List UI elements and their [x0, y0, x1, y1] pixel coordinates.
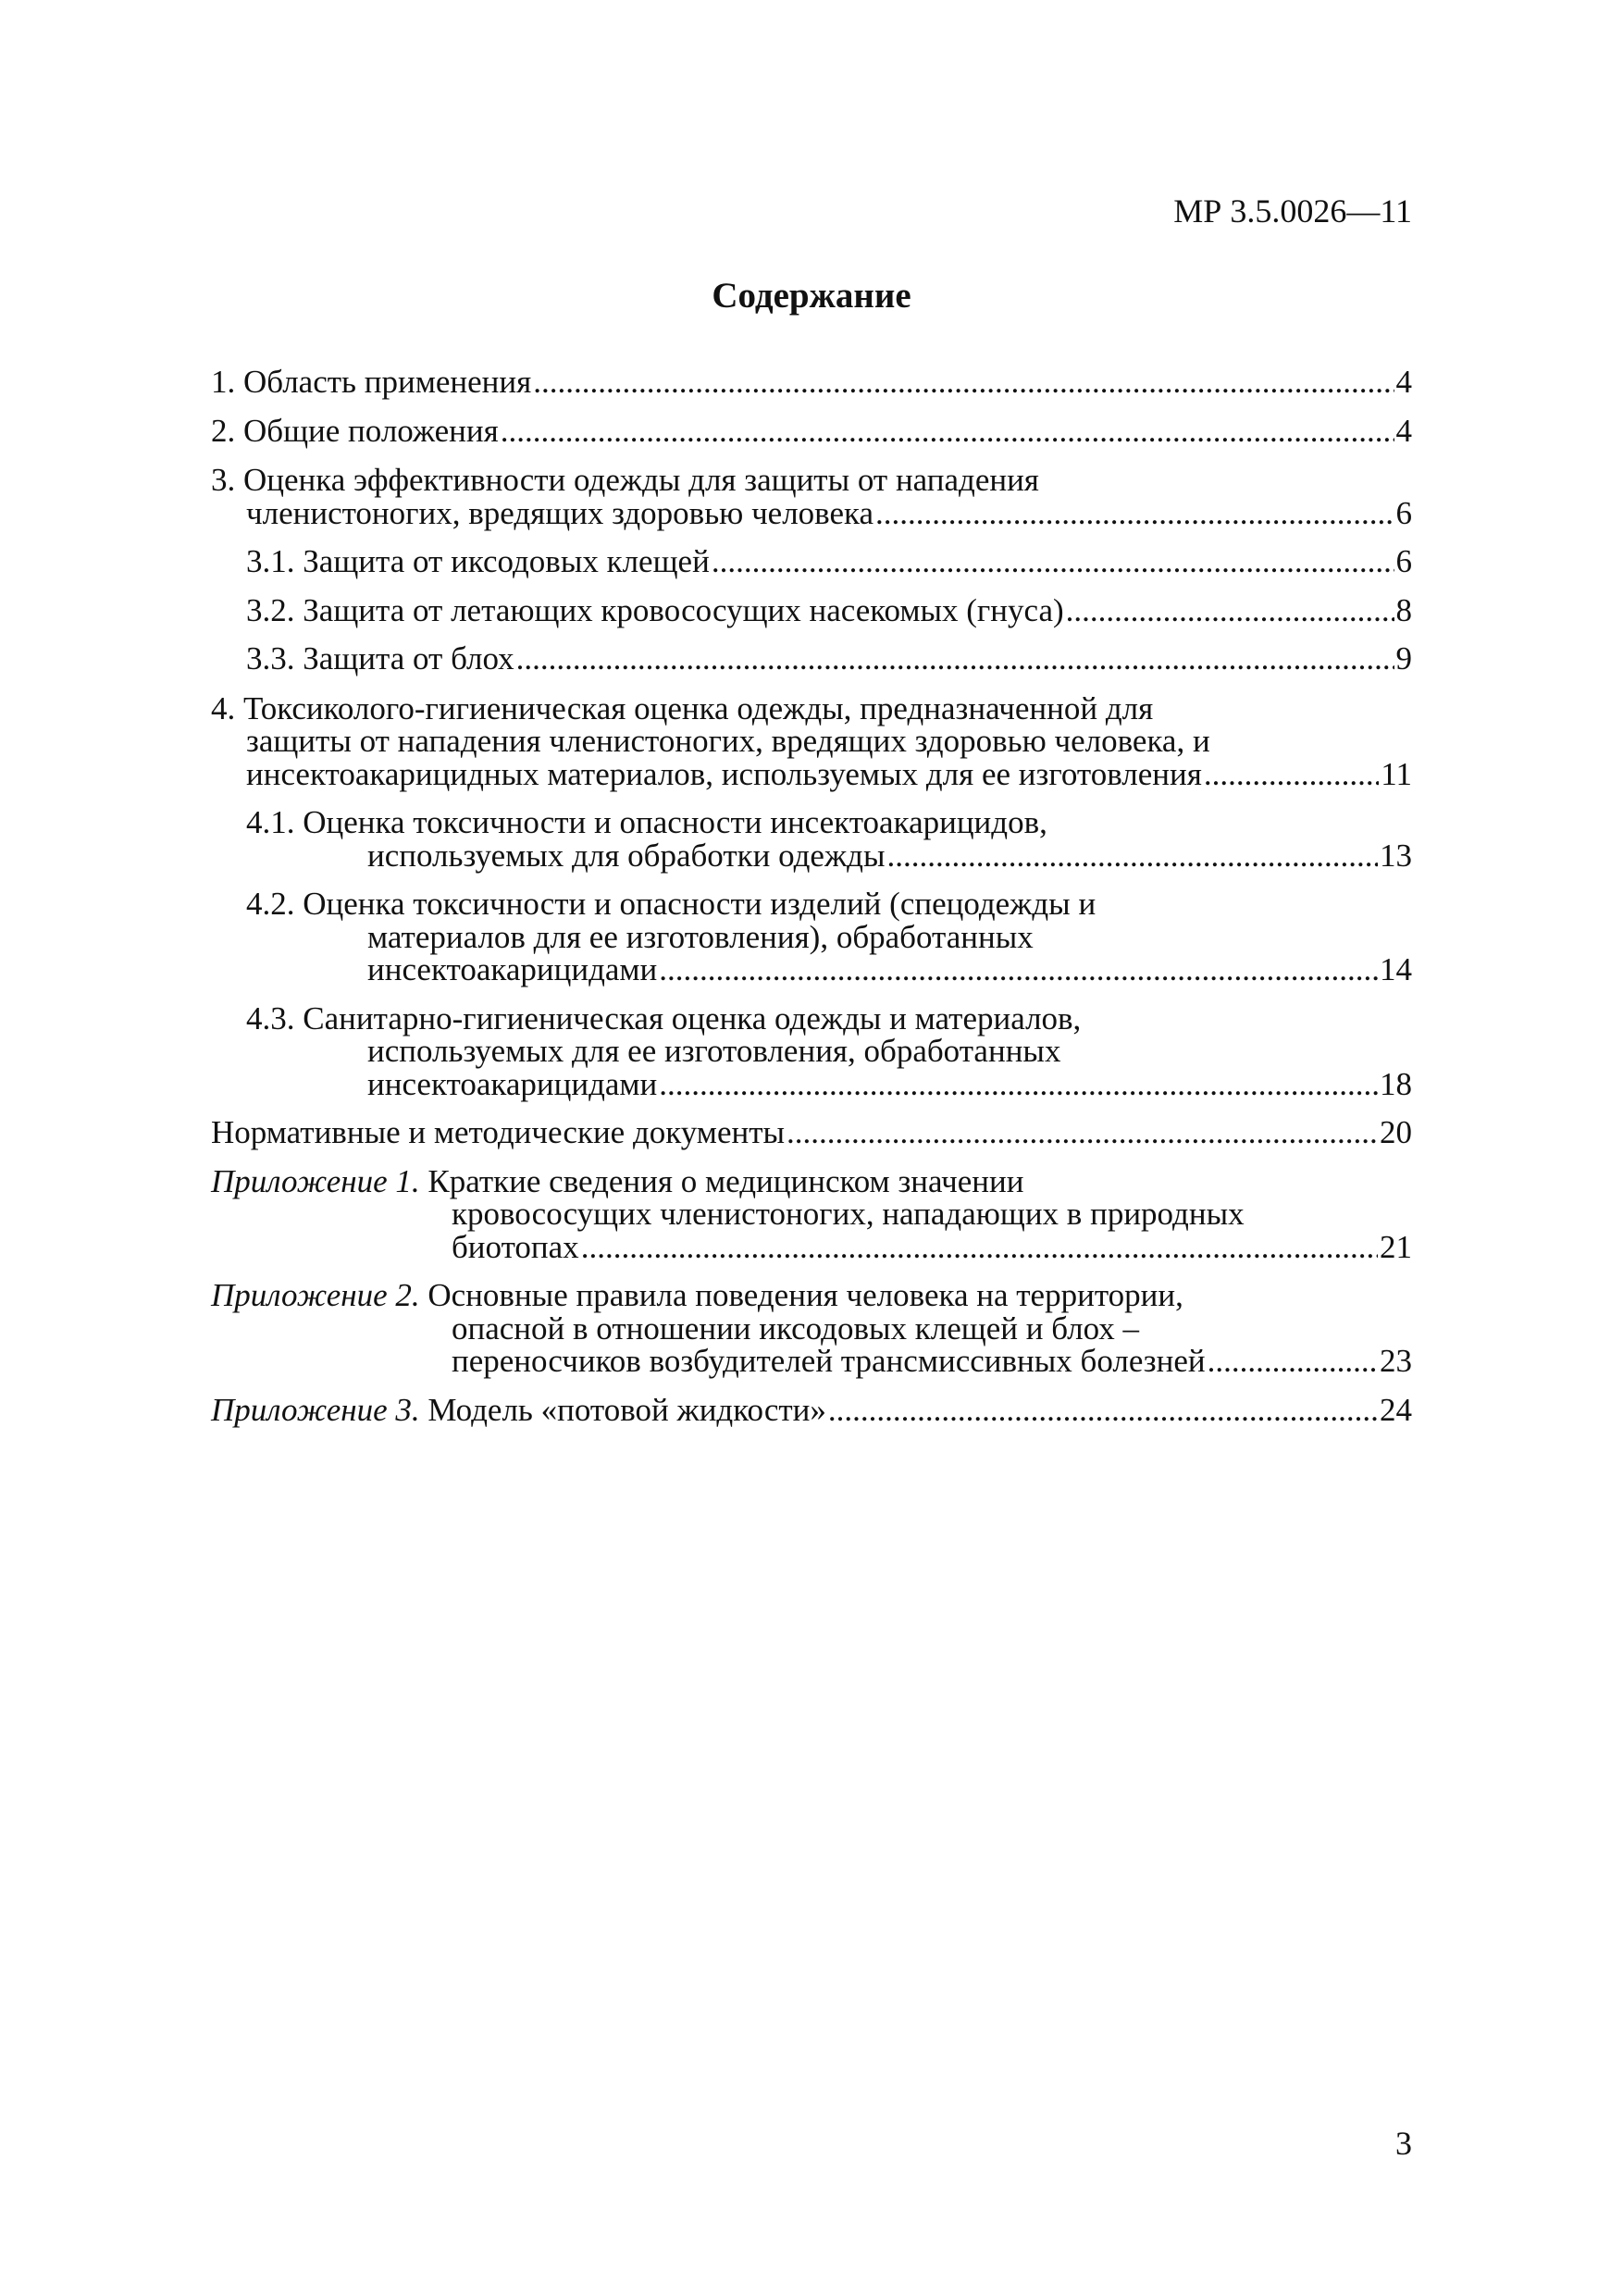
toc-entry-line	[211, 412, 1412, 449]
dot-leader	[875, 497, 1394, 530]
dot-leader	[787, 1116, 1378, 1149]
toc-page-number: 20	[1380, 1114, 1412, 1150]
toc-entry-line	[211, 1116, 1412, 1149]
toc-entry-4-2[interactable]	[211, 887, 1412, 987]
toc-page-number: 6	[1395, 494, 1412, 531]
toc-entry-text: 1. Область применения	[211, 364, 532, 400]
dot-leader	[501, 415, 1394, 448]
toc-entry-text: материалов для ее изготовления), обработанных	[367, 918, 1034, 955]
toc-entry-appendix-3[interactable]	[211, 1391, 1412, 1428]
toc-entry-text: 3.2. Защита от летающих кровососущих насекомых (гнуса)	[246, 591, 1064, 628]
dot-leader	[659, 953, 1378, 987]
toc-entry-first-line	[211, 1279, 1412, 1312]
appendix-label: Приложение 1.	[211, 1162, 420, 1199]
toc-page-number: 21	[1380, 1228, 1412, 1265]
toc-entry-line	[246, 591, 1412, 628]
toc-entry-4[interactable]	[211, 689, 1412, 792]
toc-entry-line	[246, 1065, 1412, 1102]
toc-page-number: 11	[1381, 755, 1412, 792]
table-of-contents	[211, 366, 1412, 1426]
toc-entry-first-line	[211, 1162, 1412, 1199]
toc-entry-text: членистоногих, вредящих здоровью человека	[246, 494, 874, 531]
toc-entry-text: 2. Общие положения	[211, 412, 499, 449]
toc-entry-text: переносчиков возбудителей трансмиссивных болезней	[452, 1343, 1206, 1379]
toc-entry-text: 4.3. Санитарно-гигиеническая оценка одежды и материалов,	[246, 999, 1082, 1036]
toc-entry-3-2[interactable]	[211, 591, 1412, 628]
document-code: МР 3.5.0026—11	[1173, 192, 1412, 230]
appendix-label: Приложение 3.	[211, 1391, 420, 1428]
dot-leader	[581, 1231, 1378, 1264]
dot-leader	[1208, 1345, 1378, 1378]
toc-page-number: 8	[1395, 591, 1412, 628]
toc-entry-4-3[interactable]	[211, 999, 1412, 1102]
dot-leader	[712, 545, 1394, 578]
toc-entry-3-1[interactable]	[211, 545, 1412, 578]
toc-entry-text: инсектоакарицидами	[367, 951, 658, 987]
toc-entry-4-1[interactable]	[211, 806, 1412, 872]
toc-entry-text: используемых для ее изготовления, обработанных	[367, 1033, 1061, 1069]
toc-entry-text: 3.1. Защита от иксодовых клещей	[246, 543, 710, 579]
toc-entry-line	[211, 366, 1412, 399]
toc-entry-line	[246, 545, 1412, 578]
toc-entry-text: 3.3. Защита от блох	[246, 640, 514, 676]
toc-entry-text: используемых для обработки одежды	[367, 837, 886, 874]
toc-page-number: 13	[1380, 837, 1412, 874]
toc-entry-text: биотопах	[452, 1228, 579, 1265]
toc-entry-line	[246, 642, 1412, 676]
toc-entry-appendix-1[interactable]	[211, 1162, 1412, 1265]
toc-page-number: 9	[1395, 640, 1412, 676]
toc-entry-text: инсектоакарицидами	[367, 1065, 658, 1102]
toc-entry-3[interactable]	[211, 464, 1412, 529]
toc-entry-text: Нормативные и методические документы	[211, 1114, 786, 1150]
toc-entry-text: 4.2. Оценка токсичности и опасности изделий (спецодежды и	[246, 886, 1096, 922]
toc-entry-line	[246, 839, 1412, 873]
toc-entry-line	[211, 1345, 1412, 1378]
toc-entry-text: Основные правила поведения человека на территории,	[419, 1277, 1183, 1313]
toc-entry-text: инсектоакарицидных материалов, используемых для ее изготовления	[246, 755, 1202, 792]
page-title: Содержание	[712, 276, 911, 316]
dot-leader	[659, 1068, 1378, 1101]
appendix-label: Приложение 2.	[211, 1277, 420, 1313]
toc-page-number: 14	[1380, 951, 1412, 987]
toc-entry-3-3[interactable]	[211, 642, 1412, 676]
toc-entry-1[interactable]	[211, 366, 1412, 399]
toc-entry-text: защиты от нападения членистоногих, вредящих здоровью человека, и	[246, 723, 1210, 759]
toc-entry-line	[211, 1391, 1412, 1428]
dot-leader	[828, 1394, 1378, 1427]
toc-page-number: 4	[1395, 412, 1412, 449]
toc-entry-appendix-2[interactable]	[211, 1279, 1412, 1378]
dot-leader	[1066, 594, 1394, 627]
toc-page-number: 24	[1380, 1391, 1412, 1428]
toc-page-number: 18	[1380, 1065, 1412, 1102]
toc-entry-line	[246, 953, 1412, 987]
toc-entry-text: Модель «потовой жидкости»	[419, 1391, 826, 1428]
toc-entry-2[interactable]	[211, 412, 1412, 449]
toc-entry-normative-documents[interactable]	[211, 1116, 1412, 1149]
dot-leader	[886, 839, 1378, 873]
toc-entry-first-line	[211, 1391, 826, 1428]
toc-entry-text: кровососущих членистоногих, нападающих в природных	[452, 1196, 1245, 1232]
toc-entry-line	[211, 755, 1412, 792]
page-number: 3	[1395, 2125, 1412, 2162]
toc-page-number: 6	[1395, 543, 1412, 579]
dot-leader	[516, 642, 1394, 676]
toc-entry-text: опасной в отношении иксодовых клещей и блох –	[452, 1309, 1139, 1347]
toc-entry-text: 4. Токсиколого-гигиеническая оценка одежды, предназначенной для	[211, 689, 1154, 726]
toc-entry-text: Краткие сведения о медицинском значении	[419, 1162, 1024, 1199]
toc-page-number: 23	[1380, 1343, 1412, 1379]
dot-leader	[1204, 758, 1379, 791]
toc-entry-text: 4.1. Оценка токсичности и опасности инсектоакарицидов,	[246, 804, 1047, 840]
dot-leader	[533, 366, 1394, 399]
toc-entry-text: 3. Оценка эффективности одежды для защиты от нападения	[211, 462, 1039, 498]
toc-entry-line	[211, 494, 1412, 531]
toc-entry-line	[211, 1228, 1412, 1265]
toc-page-number: 4	[1395, 364, 1412, 400]
